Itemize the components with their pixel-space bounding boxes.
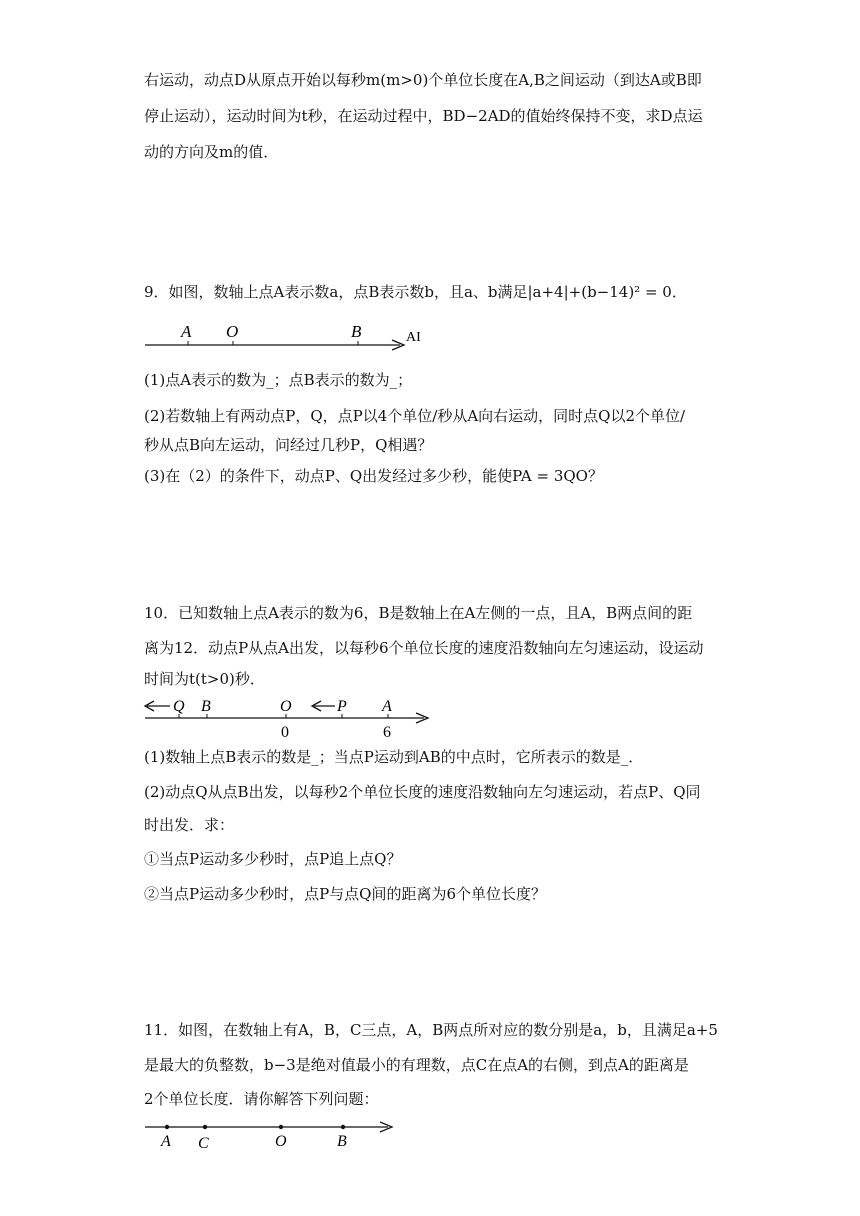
q11-stem-2: 是最大的负整数，b−3是绝对值最小的有理数，点C在点A的右侧，到点A的距离是 (144, 1056, 689, 1074)
q11-point-c (203, 1125, 207, 1129)
q8-line-1: 右运动，动点D从原点开始以每秒m(m>0)个单位长度在A,B之间运动（到达A或B即 (144, 71, 702, 89)
q9-label-o: O (226, 322, 239, 341)
q11-point-a (165, 1125, 169, 1129)
q11-label-b: B (337, 1133, 347, 1150)
q9-stem: 9．如图，数轴上点A表示数a，点B表示数b，且a、b满足|a+4|+(b−14)² = 0． (144, 283, 687, 301)
q10-stem-3: 时间为t(t>0)秒． (144, 670, 265, 688)
q10-part-2a: (2)动点Q从点B出发，以每秒2个单位长度的速度沿数轴向左匀速运动，若点P、Q同 (144, 783, 701, 801)
q9-label-b: B (351, 322, 362, 341)
q10-stem-1: 10．已知数轴上点A表示的数为6，B是数轴上在A左侧的一点，且A，B两点间的距 (144, 604, 693, 622)
q10-case-2: ②当点P运动多少秒时，点P与点Q间的距离为6个单位长度？ (144, 885, 547, 903)
q11-stem-1: 11．如图，在数轴上有A，B，C三点，A，B两点所对应的数分别是a，b，且满足a+5 (144, 1021, 718, 1039)
q11-stem-3: 2个单位长度．请你解答下列问题： (144, 1090, 379, 1108)
q10-label-p: P (337, 698, 347, 715)
q9-part-1: (1)点A表示的数为_；点B表示的数为_； (144, 371, 413, 389)
q11-label-c: C (198, 1135, 209, 1152)
q8-line-2: 停止运动），运动时间为t秒，在运动过程中，BD−2AD的值始终保持不变，求D点运 (144, 107, 703, 125)
q10-part-2b: 时出发．求： (144, 816, 235, 834)
q11-point-o (279, 1125, 283, 1129)
q9-axis-tag: AI (406, 330, 421, 345)
q10-label-b: B (201, 698, 211, 715)
q9-part-3: (3)在（2）的条件下，动点P、Q出发经过多少秒，能使PA = 3QO？ (144, 467, 603, 485)
q11-label-o: O (275, 1133, 287, 1150)
q10-stem-2: 离为12．动点P从点A出发，以每秒6个单位长度的速度沿数轴向左匀速运动，设运动 (144, 639, 704, 657)
q11-point-b (341, 1125, 345, 1129)
q10-tick-label-0: 0 (281, 724, 289, 741)
q9-part-2a: (2)若数轴上有两动点P，Q，点P以4个单位/秒从A向右运动，同时点Q以2个单位/ (144, 407, 686, 425)
q10-case-1: ①当点P运动多少秒时，点P追上点Q？ (144, 850, 402, 868)
q8-line-3: 动的方向及m的值． (144, 143, 279, 161)
q9-part-2b: 秒从点B向左运动，问经过几秒P，Q相遇？ (144, 436, 433, 454)
q10-label-o: O (280, 698, 292, 715)
q10-part-1: (1)数轴上点B表示的数是_；当点P运动到AB的中点时，它所表示的数是_． (144, 748, 644, 766)
q11-label-a: A (161, 1133, 171, 1150)
q9-label-a: A (181, 322, 192, 341)
q10-tick-label-6: 6 (383, 724, 391, 741)
q10-label-a: A (382, 698, 392, 715)
q10-label-q: Q (173, 698, 185, 715)
